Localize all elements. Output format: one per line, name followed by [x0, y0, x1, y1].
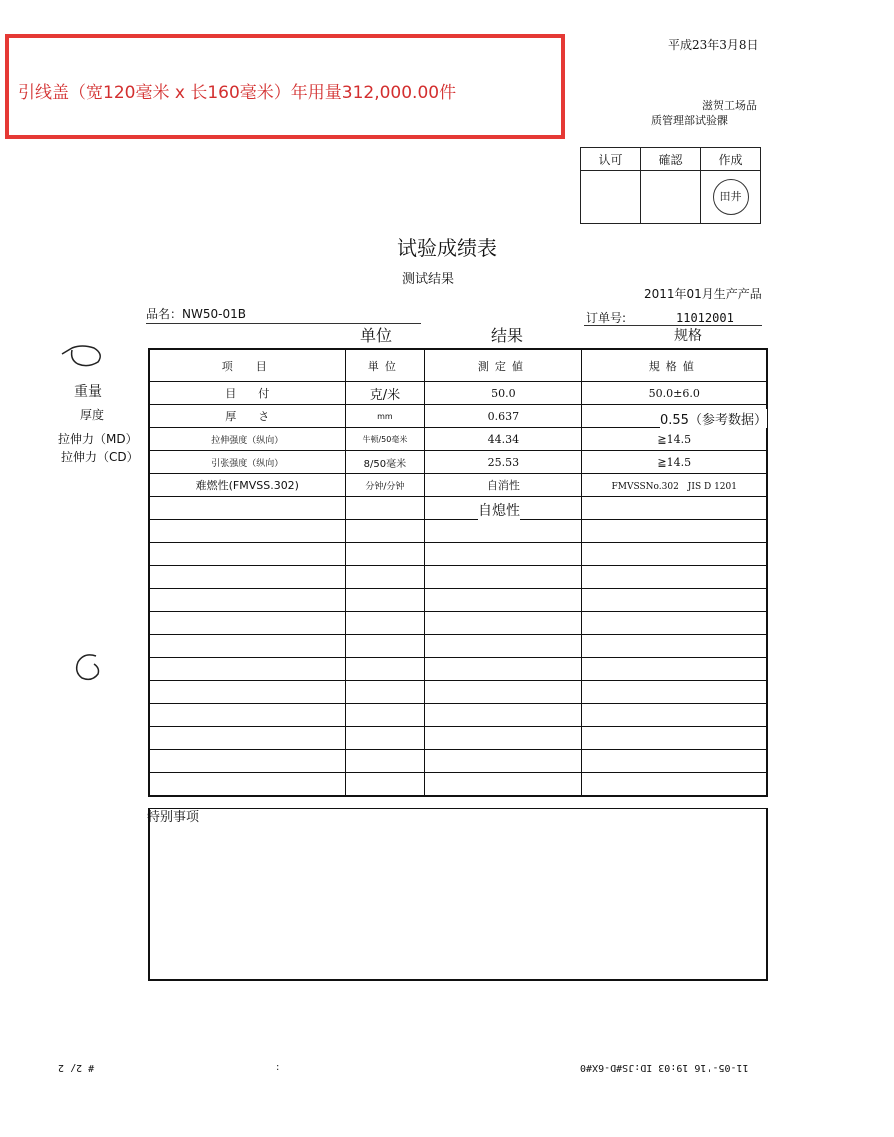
org-line-2: 质管理部试验髁: [651, 114, 728, 127]
empty-cell: [149, 635, 345, 658]
empty-cell: [425, 704, 582, 727]
footer-middle: :: [276, 1062, 280, 1073]
cell-item: 目 付: [149, 382, 345, 405]
table-row: [149, 428, 767, 451]
annotation-result: 结果: [491, 326, 524, 345]
empty-table-row: [149, 612, 767, 635]
empty-cell: [582, 612, 767, 635]
empty-cell: [582, 704, 767, 727]
header-item: 项 目: [149, 349, 345, 382]
empty-cell: [582, 750, 767, 773]
empty-table-row: [149, 750, 767, 773]
empty-cell: [425, 520, 582, 543]
order-underline: [584, 325, 762, 326]
page-subtitle: 测试结果: [402, 272, 455, 287]
empty-table-row: [149, 635, 767, 658]
empty-table-row: [149, 681, 767, 704]
empty-cell: [425, 750, 582, 773]
cell-value: 25.53: [425, 451, 582, 474]
empty-cell: [582, 589, 767, 612]
footer-fax-header: 11-05-'16 19:03 ID:JS#D-6X#0: [580, 1062, 749, 1073]
cell-spec: FMVSSNo.302 JIS D 1201: [582, 474, 767, 497]
empty-cell: [345, 773, 425, 797]
empty-cell: [345, 727, 425, 750]
side-label-weight: 重量: [74, 384, 102, 400]
production-date: 2011年01月生产产品: [644, 287, 762, 301]
annotation-reference-data: 0.55（参考数据）: [660, 409, 767, 428]
empty-cell: [425, 589, 582, 612]
empty-cell: [425, 566, 582, 589]
empty-cell: [425, 543, 582, 566]
empty-table-row: [149, 704, 767, 727]
empty-cell: [149, 520, 345, 543]
empty-cell: [345, 497, 425, 520]
annotation-unit: 单位: [360, 326, 393, 345]
empty-cell: [149, 750, 345, 773]
cell-item: 拉伸强度（纵向）: [149, 428, 345, 451]
cell-spec: ≧14.5: [582, 451, 767, 474]
empty-cell: [345, 543, 425, 566]
empty-cell: [149, 543, 345, 566]
empty-table-row: [149, 543, 767, 566]
empty-cell: [149, 566, 345, 589]
issue-date: 平成23年3月8日: [668, 38, 759, 52]
footer-page-number: # 2/ 2: [58, 1062, 95, 1073]
empty-cell: [345, 658, 425, 681]
header-unit: 単位: [345, 349, 425, 382]
empty-cell: [582, 635, 767, 658]
empty-table-row: [149, 773, 767, 797]
empty-cell: [149, 727, 345, 750]
empty-cell: [582, 658, 767, 681]
empty-cell: [425, 773, 582, 797]
empty-cell: [425, 681, 582, 704]
empty-table-row: [149, 727, 767, 750]
empty-cell: [149, 704, 345, 727]
cell-unit: 克/米: [345, 382, 425, 405]
annotation-self-extinguish: 自熄性: [478, 500, 520, 520]
confirm-cell: [641, 171, 701, 224]
cell-unit: 牛顿/50毫米: [345, 428, 425, 451]
cell-unit: 8/50毫米: [345, 451, 425, 474]
table-row: [149, 451, 767, 474]
empty-cell: [345, 612, 425, 635]
handwritten-circle-mark: [70, 650, 104, 684]
empty-cell: [345, 520, 425, 543]
empty-cell: [345, 566, 425, 589]
empty-cell: [425, 727, 582, 750]
empty-cell: [345, 635, 425, 658]
empty-cell: [149, 589, 345, 612]
cell-item: 引张强度（纵向）: [149, 451, 345, 474]
org-line-1: 滋贺工场品: [702, 99, 757, 112]
empty-cell: [582, 727, 767, 750]
cell-value: 0.637: [425, 405, 582, 428]
empty-cell: [582, 773, 767, 797]
empty-cell: [582, 543, 767, 566]
highlight-text: 引线盖（宽120毫米 x 长160毫米）年用量312,000.00件: [18, 83, 457, 103]
side-label-tensile-cd: 拉伸力（CD）: [61, 450, 139, 464]
cell-value: 自消性: [425, 474, 582, 497]
notes-label: 特别事项: [147, 810, 200, 825]
seal-stamp: 田井: [713, 179, 749, 215]
empty-table-row: [149, 566, 767, 589]
order-number: 11012001: [676, 311, 734, 325]
cell-spec: 50.0±6.0: [582, 382, 767, 405]
order-label: 订单号:: [586, 311, 627, 325]
side-label-thickness: 厚度: [80, 408, 105, 422]
empty-cell: [425, 658, 582, 681]
empty-table-row: [149, 658, 767, 681]
handwritten-check-mark: [60, 342, 110, 370]
empty-cell: [345, 704, 425, 727]
header-spec: 規格値: [582, 349, 767, 382]
cell-spec: ≧14.5: [582, 428, 767, 451]
create-cell: [701, 171, 761, 224]
empty-cell: [149, 658, 345, 681]
empty-cell: [149, 773, 345, 797]
empty-cell: [345, 750, 425, 773]
cell-value: 44.34: [425, 428, 582, 451]
empty-cell: [582, 497, 767, 520]
empty-cell: [345, 589, 425, 612]
empty-cell: [425, 612, 582, 635]
empty-cell: [582, 681, 767, 704]
empty-cell: [345, 681, 425, 704]
empty-cell: [425, 635, 582, 658]
cell-item: 难燃性(FMVSS.302): [149, 474, 345, 497]
side-label-tensile-md: 拉伸力（MD）: [58, 432, 138, 446]
empty-cell: [149, 497, 345, 520]
empty-cell: [149, 681, 345, 704]
cell-unit: mm: [345, 405, 425, 428]
approve-header: 认可: [581, 148, 641, 171]
empty-cell: [582, 566, 767, 589]
page-title: 试验成绩表: [397, 236, 497, 260]
notes-box: [148, 808, 768, 981]
approve-cell: [581, 171, 641, 224]
table-row: [149, 382, 767, 405]
cell-unit: 分钟/分钟: [345, 474, 425, 497]
empty-table-row: [149, 520, 767, 543]
confirm-header: 確認: [641, 148, 701, 171]
cell-value: 50.0: [425, 382, 582, 405]
annotation-spec: 规格: [674, 328, 702, 344]
create-header: 作成: [701, 148, 761, 171]
header-value: 測定値: [425, 349, 582, 382]
product-name: 品名：NW50-01B: [146, 307, 246, 321]
approval-stamp-table: [580, 147, 761, 224]
empty-cell: [582, 520, 767, 543]
empty-table-row: [149, 497, 767, 520]
empty-table-row: [149, 589, 767, 612]
cell-item: 厚 さ: [149, 405, 345, 428]
empty-rows: [149, 497, 767, 797]
empty-cell: [149, 612, 345, 635]
table-row: [149, 474, 767, 497]
